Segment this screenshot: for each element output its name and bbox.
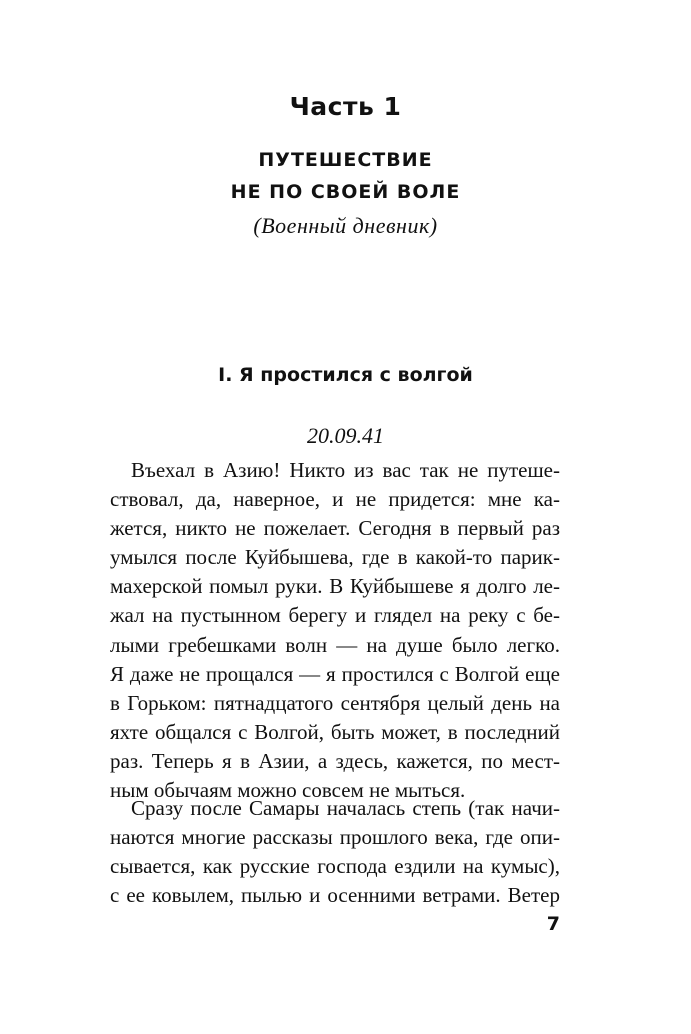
- text-line: жется, никто не пожелает. Сегодня в первый раз: [110, 516, 560, 541]
- paragraph-2: [110, 794, 560, 910]
- text-line: раз. Теперь я в Азии, а здесь, кажется, по мест-: [110, 748, 560, 773]
- text-line: в Горьком: пятнадцатого сентября целый день на: [110, 690, 560, 715]
- text-line: яхте общался с Волгой, быть может, в последний: [110, 719, 560, 744]
- text-line: жал на пустынном берегу и глядел на реку с бе-: [110, 603, 560, 628]
- paragraph-1: [110, 456, 560, 805]
- text-line: махерской помыл руки. В Куйбышеве я долго ле-: [110, 574, 560, 599]
- diary-entry-date: 20.09.41: [307, 423, 384, 448]
- chapter-title: I. Я простился с волгой: [218, 364, 473, 386]
- text-line: ствовал, да, наверное, и не придется: мне ка-: [110, 487, 560, 512]
- part-title: Часть 1: [289, 92, 402, 121]
- text-line: Сразу после Самары началась степь (так начи-: [131, 796, 560, 820]
- part-subtitle: (Военный дневник): [253, 213, 438, 238]
- page-number: 7: [546, 913, 560, 935]
- text-line: умылся после Куйбышева, где в какой-то парик-: [110, 545, 560, 570]
- text-line: Я даже не прощался — я простился с Волгой еще: [110, 661, 560, 686]
- text-line: Въехал в Азию! Никто из вас так не путеше-: [131, 458, 560, 482]
- text-line: ным обычаям можно совсем не мыться.: [110, 778, 466, 803]
- part-heading-line-1: ПУТЕШЕСТВИЕ: [258, 149, 433, 171]
- text-line: сывается, как русские господа ездили на кумыс),: [110, 854, 560, 879]
- text-line: с ее ковылем, пылью и осенними ветрами. Ветер: [110, 883, 560, 908]
- part-heading-line-2: НЕ ПО СВОЕЙ ВОЛЕ: [230, 181, 461, 203]
- text-line: лыми гребешками волн — на душе было легко.: [110, 632, 560, 657]
- text-line: наются многие рассказы прошлого века, где опи-: [110, 825, 560, 850]
